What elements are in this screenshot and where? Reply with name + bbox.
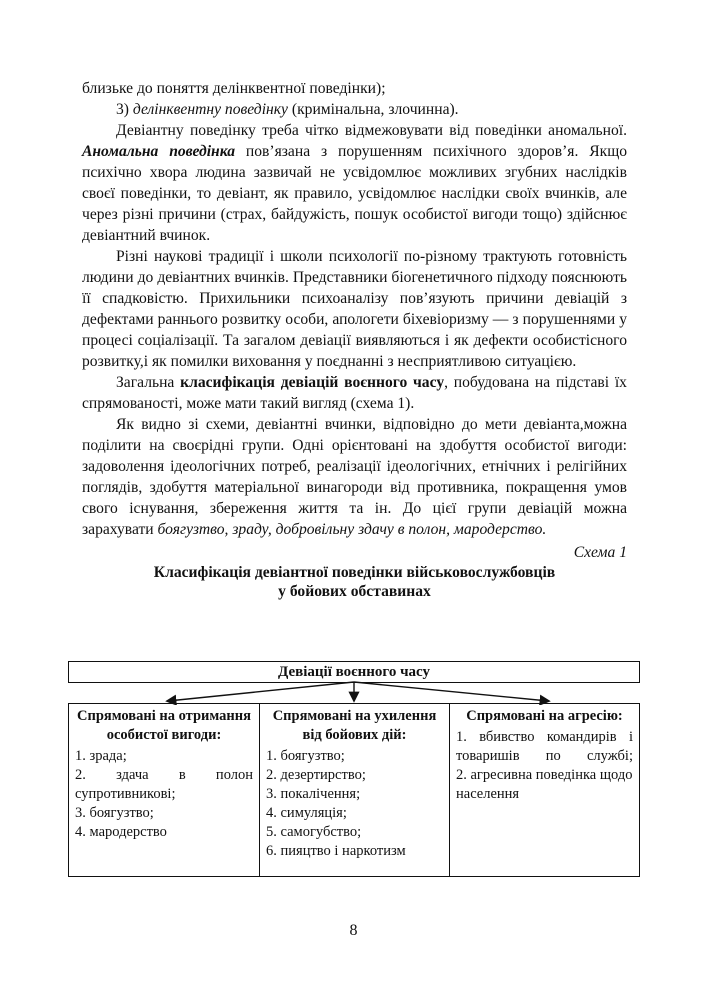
column-list (456, 728, 633, 804)
scheme-title-line2: у бойових обставинах (278, 583, 431, 600)
text-line: близьке до поняття делінквентної поведінки); (82, 80, 386, 97)
list-item: 3. покалічення; (266, 786, 361, 802)
diagram-columns (68, 703, 640, 877)
list-item: 1. вбивство командирів і товаришів по службі; (456, 729, 633, 764)
column-list (266, 747, 443, 861)
text-run: Девіантну поведінку треба чітко відмежовувати від поведінки аномальної. (116, 122, 627, 139)
scheme-title-line1: Класифікація девіантної поведінки військовослужбовців (153, 564, 556, 581)
list-item: 1. боягузтво; (266, 748, 345, 764)
column-evasion (259, 704, 449, 876)
text-run: пов’язана з порушенням психічного здоров’я. Якщо психічно хвора людина зазвичай не усвідомлює можливих згубних наслідків своєї поведінки, то девіант, як правило, усвідомлює наслідки своїх вчинків, але через різні причини (страх, байдужість, пошук особистої вигоди тощо) здійснює девіантний вчинок. (82, 143, 627, 244)
column-header: Спрямовані на ухилення від бойових дій: (272, 708, 437, 743)
list-item: 2. агресивна поведінка щодо населення (456, 767, 633, 802)
page-number: 8 (349, 922, 358, 939)
diagram-arrows (68, 681, 640, 705)
list-item: 2. здача в полон супротивникові; (75, 767, 253, 802)
text-run: , побудована на підставі їх спрямованості, може мати такий вигляд (схема 1). (82, 374, 627, 412)
column-aggression (449, 704, 639, 876)
list-item: 4. симуляція; (266, 805, 347, 821)
item-rest: (кримінальна, злочинна). (287, 101, 459, 118)
list-item: 5. самогубство; (266, 824, 362, 840)
term-classification: класифікація девіацій воєнного часу (180, 374, 445, 391)
term-anomalous: Аномальна поведінка (82, 143, 236, 160)
arrow-left (168, 682, 354, 701)
column-header: Спрямовані на отримання особистої вигоди: (77, 708, 251, 743)
paragraph-traditions (82, 246, 627, 372)
italic-list: боягузтво, зраду, добровільну здачу в полон, мародерство. (157, 521, 547, 538)
page-body (82, 78, 627, 601)
arrow-right (354, 682, 548, 701)
text-run: Загальна (116, 374, 181, 391)
term-delinquent: делінквентну поведінку (132, 101, 288, 118)
paragraph-continuation (82, 78, 627, 99)
list-item: 6. пияцтво і наркотизм (266, 843, 406, 859)
list-item: 1. зрада; (75, 748, 127, 764)
list-item: 4. мародерство (75, 824, 167, 840)
paragraph-classification (82, 372, 627, 414)
text-run: Як видно зі схеми, девіантні вчинки, відповідно до мети девіанта,можна поділити на своєрідні групи. Одні орієнтовані на здобуття особистої вигоди: задоволення ідеологічних потреб, реалізації ідеологічних, етнічних і релігійних поглядів, здобуття матеріальної винагороди від противника, покращення умов свого існування, збереження життя та ін. До цієї групи девіацій можна зарахувати (82, 416, 627, 538)
paragraph-anomalous (82, 120, 627, 246)
list-item: 2. дезертирство; (266, 767, 366, 783)
text-run: Різні наукові традиції і школи психології по-різному трактують готовність людини до девіантних вчинків. Представники біогенетичного підходу пояснюють її спадковістю. Прихильники психоаналізу пов’язують причини девіацій з дефектами раннього розвитку особи, апологети біхевіоризму — з порушеннями у процесі соціалізації. Та загалом девіації виявляються і як дефекти особистісного розвитку,і як помилки виховання у поєднанні з несприятливою ситуацією. (82, 248, 627, 370)
column-header: Спрямовані на агресію: (466, 708, 623, 724)
classification-diagram (68, 661, 640, 879)
paragraph-item-3 (82, 99, 627, 120)
list-item: 3. боягузтво; (75, 805, 154, 821)
column-list (75, 747, 253, 842)
scheme-label: Схема 1 (573, 544, 627, 561)
diagram-root-box: Девіації воєнного часу (68, 661, 640, 683)
item-number: 3) (116, 101, 133, 118)
paragraph-groups (82, 414, 627, 540)
column-personal-gain (69, 704, 259, 876)
